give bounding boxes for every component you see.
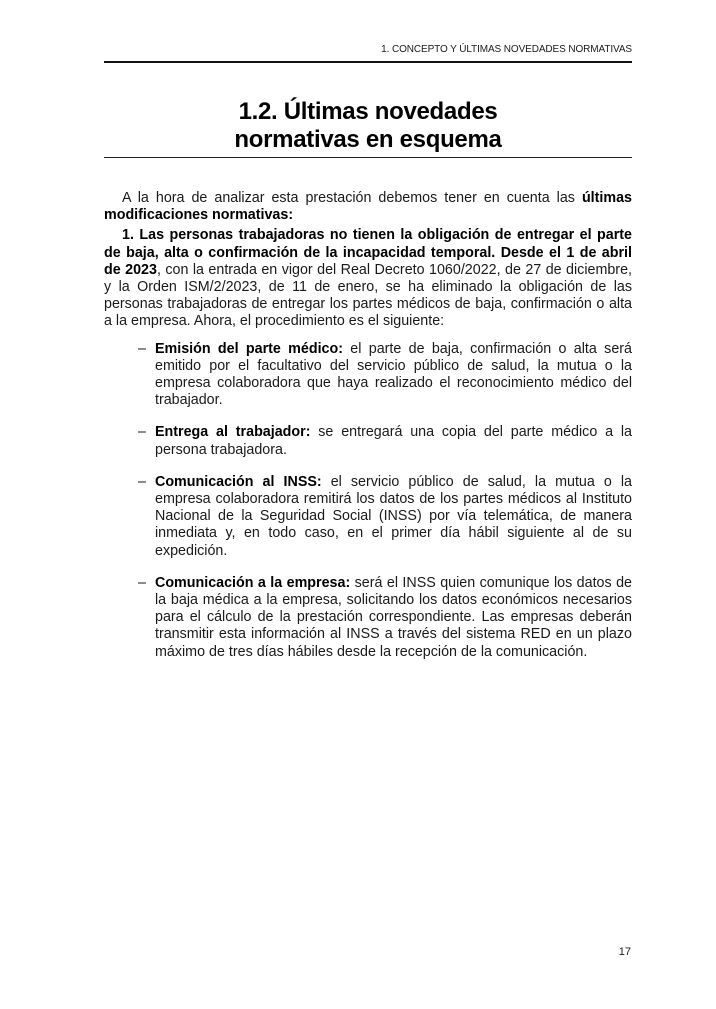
list-item-text: el servicio público de salud, la mutua o la empresa colaboradora remitirá los datos de los partes médicos al Instituto Nacional de la Seguridad Social (INSS) por vía telemática, de manera inmediata y, en todo caso, en el primer día hábil siguiente al de su expedición. — [155, 473, 632, 559]
list-item-title: Comunicación a la empresa: — [155, 574, 351, 591]
dash-bullet: – — [138, 574, 146, 591]
dash-bullet: – — [138, 424, 146, 441]
body-content — [104, 190, 632, 676]
list-item — [104, 341, 632, 410]
point-1-heading: 1. Las personas trabajadoras no tienen la obligación de entregar el parte de baja, alta o confirmación de la incapacidad temporal. Desde el 1 de abril de 2023 — [104, 227, 632, 278]
page-number: 17 — [618, 946, 631, 958]
list-item-text: el parte de baja, confirmación o alta será emitido por el facultativo del servicio público de salud, la mutua o la empresa colaboradora que haya realizado el reconocimiento médico del trabajador. — [155, 340, 632, 409]
intro-paragraph — [104, 190, 632, 224]
dash-bullet: – — [138, 473, 146, 490]
intro-text: A la hora de analizar esta prestación debemos tener en cuenta las — [122, 190, 582, 206]
running-header: 1. CONCEPTO Y ÚLTIMAS NOVEDADES NORMATIVAS — [381, 44, 632, 55]
list-item-title: Emisión del parte médico: — [155, 340, 343, 357]
list-item-title: Comunicación al INSS: — [155, 473, 322, 490]
procedure-list — [104, 341, 632, 661]
list-item-text: será el INSS quien comunique los datos de la baja médica a la empresa, solicitando los datos económicos necesarios para el cálculo de la prestación correspondiente. Las empresas deberán transmitir esta información al INSS a través del sistema RED en un plazo máximo de tres días hábiles desde la recepción de la comunicación. — [155, 574, 632, 660]
list-item — [104, 575, 632, 661]
point-1-text: , con la entrada en vigor del Real Decreto 1060/2022, de 27 de diciembre, y la Orden ISM/2/2023, de 11 de enero, se ha eliminado la obligación de las personas trabajadoras de entregar los partes médicos de baja, confirmación o alta a la empresa. Ahora, el procedimiento es el siguiente: — [104, 261, 632, 330]
list-item-text: se entregará una copia del parte médico a la persona trabajadora. — [155, 424, 632, 458]
title-divider — [104, 157, 632, 158]
list-item-title: Entrega al trabajador: — [155, 424, 311, 441]
section-title — [104, 98, 632, 154]
list-item — [104, 474, 632, 560]
point-1-paragraph — [104, 227, 632, 330]
list-item — [104, 424, 632, 458]
intro-emphasis: últimas modificaciones normativas: — [104, 190, 632, 224]
header-divider — [104, 61, 632, 63]
section-title-line-1: 1.2. Últimas novedades — [238, 98, 498, 125]
dash-bullet: – — [138, 340, 146, 357]
section-title-line-2: normativas en esquema — [234, 126, 502, 153]
